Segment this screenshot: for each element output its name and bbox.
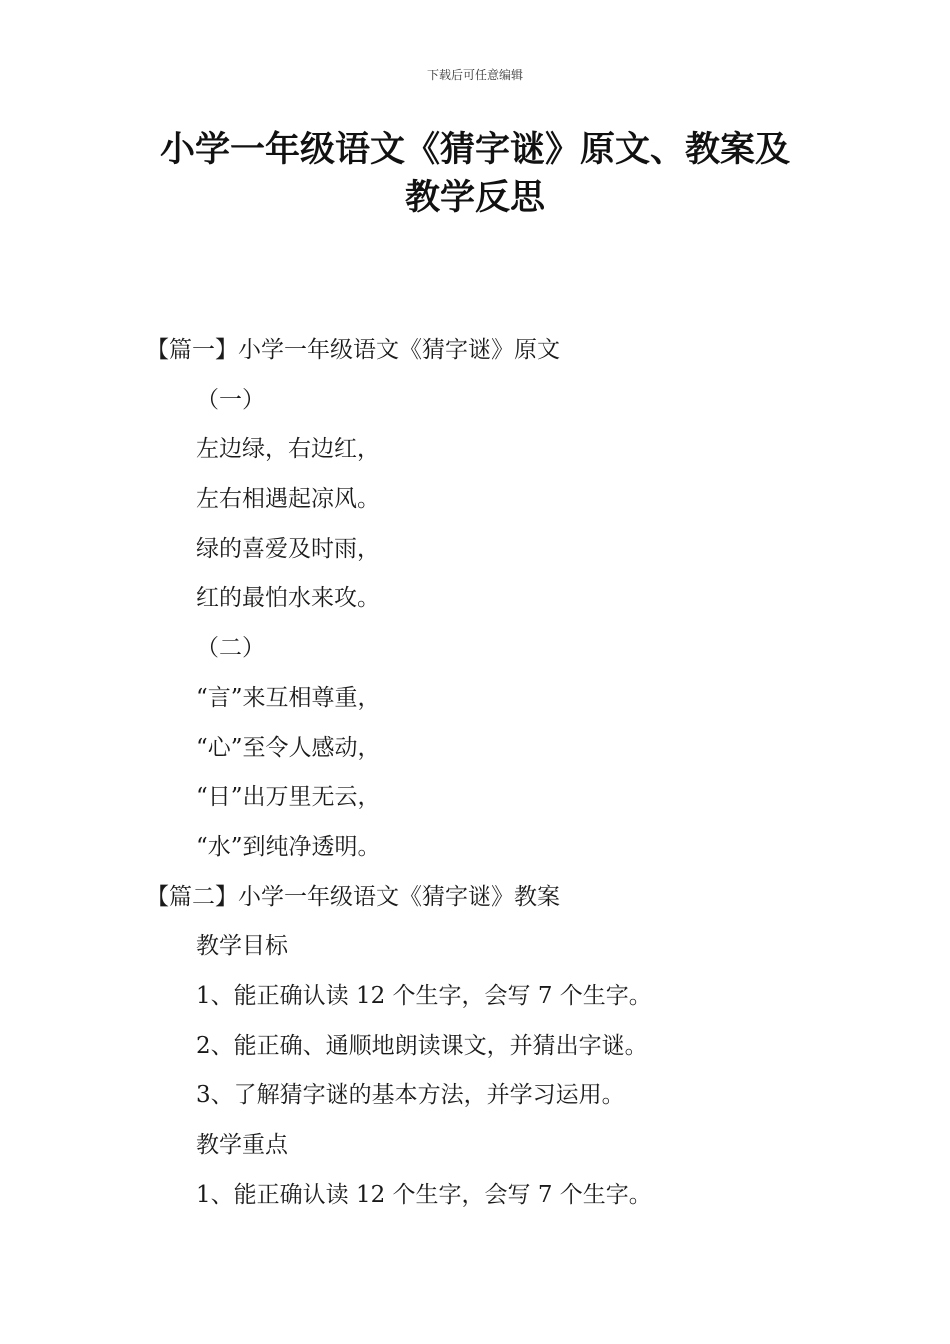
riddle-line: “言”来互相尊重，	[196, 684, 381, 711]
section-heading-1: 【篇一】小学一年级语文《猜字谜》原文	[146, 337, 560, 363]
riddle-line: “水”到纯净透明。	[196, 833, 381, 860]
title-line-2: 教学反思	[404, 178, 545, 218]
subheading-key-points: 教学重点	[196, 1132, 288, 1158]
riddle-line: 绿的喜爱及时雨，	[196, 535, 380, 562]
section-heading-2: 【篇二】小学一年级语文《猜字谜》教案	[146, 883, 560, 910]
goal-item: 2、能正确、通顺地朗读课文，并猜出字谜。	[196, 1032, 648, 1059]
riddle-line: 左右相遇起凉风。	[196, 486, 380, 513]
subheading-goals: 教学目标	[196, 933, 288, 960]
goal-item: 1、能正确认读 12 个生字，会写 7 个生字。	[196, 982, 652, 1009]
riddle-line: “日”出万里无云，	[196, 784, 381, 811]
document-body	[146, 326, 846, 1220]
riddle-line: “心”至令人感动，	[196, 734, 381, 761]
subheading-part-1: （一）	[196, 386, 265, 413]
riddle-line: 红的最怕水来攻。	[196, 585, 380, 612]
document-title	[100, 126, 850, 222]
subheading-part-2: （二）	[196, 635, 265, 662]
key-point-item: 1、能正确认读 12 个生字，会写 7 个生字。	[196, 1181, 652, 1208]
riddle-line: 左边绿，右边红，	[196, 436, 380, 463]
header-note: 下载后可任意编辑	[426, 68, 523, 82]
title-line-1: 小学一年级语文《猜字谜》原文、教案及	[159, 130, 790, 170]
goal-item: 3、了解猜字谜的基本方法，并学习运用。	[196, 1082, 625, 1109]
